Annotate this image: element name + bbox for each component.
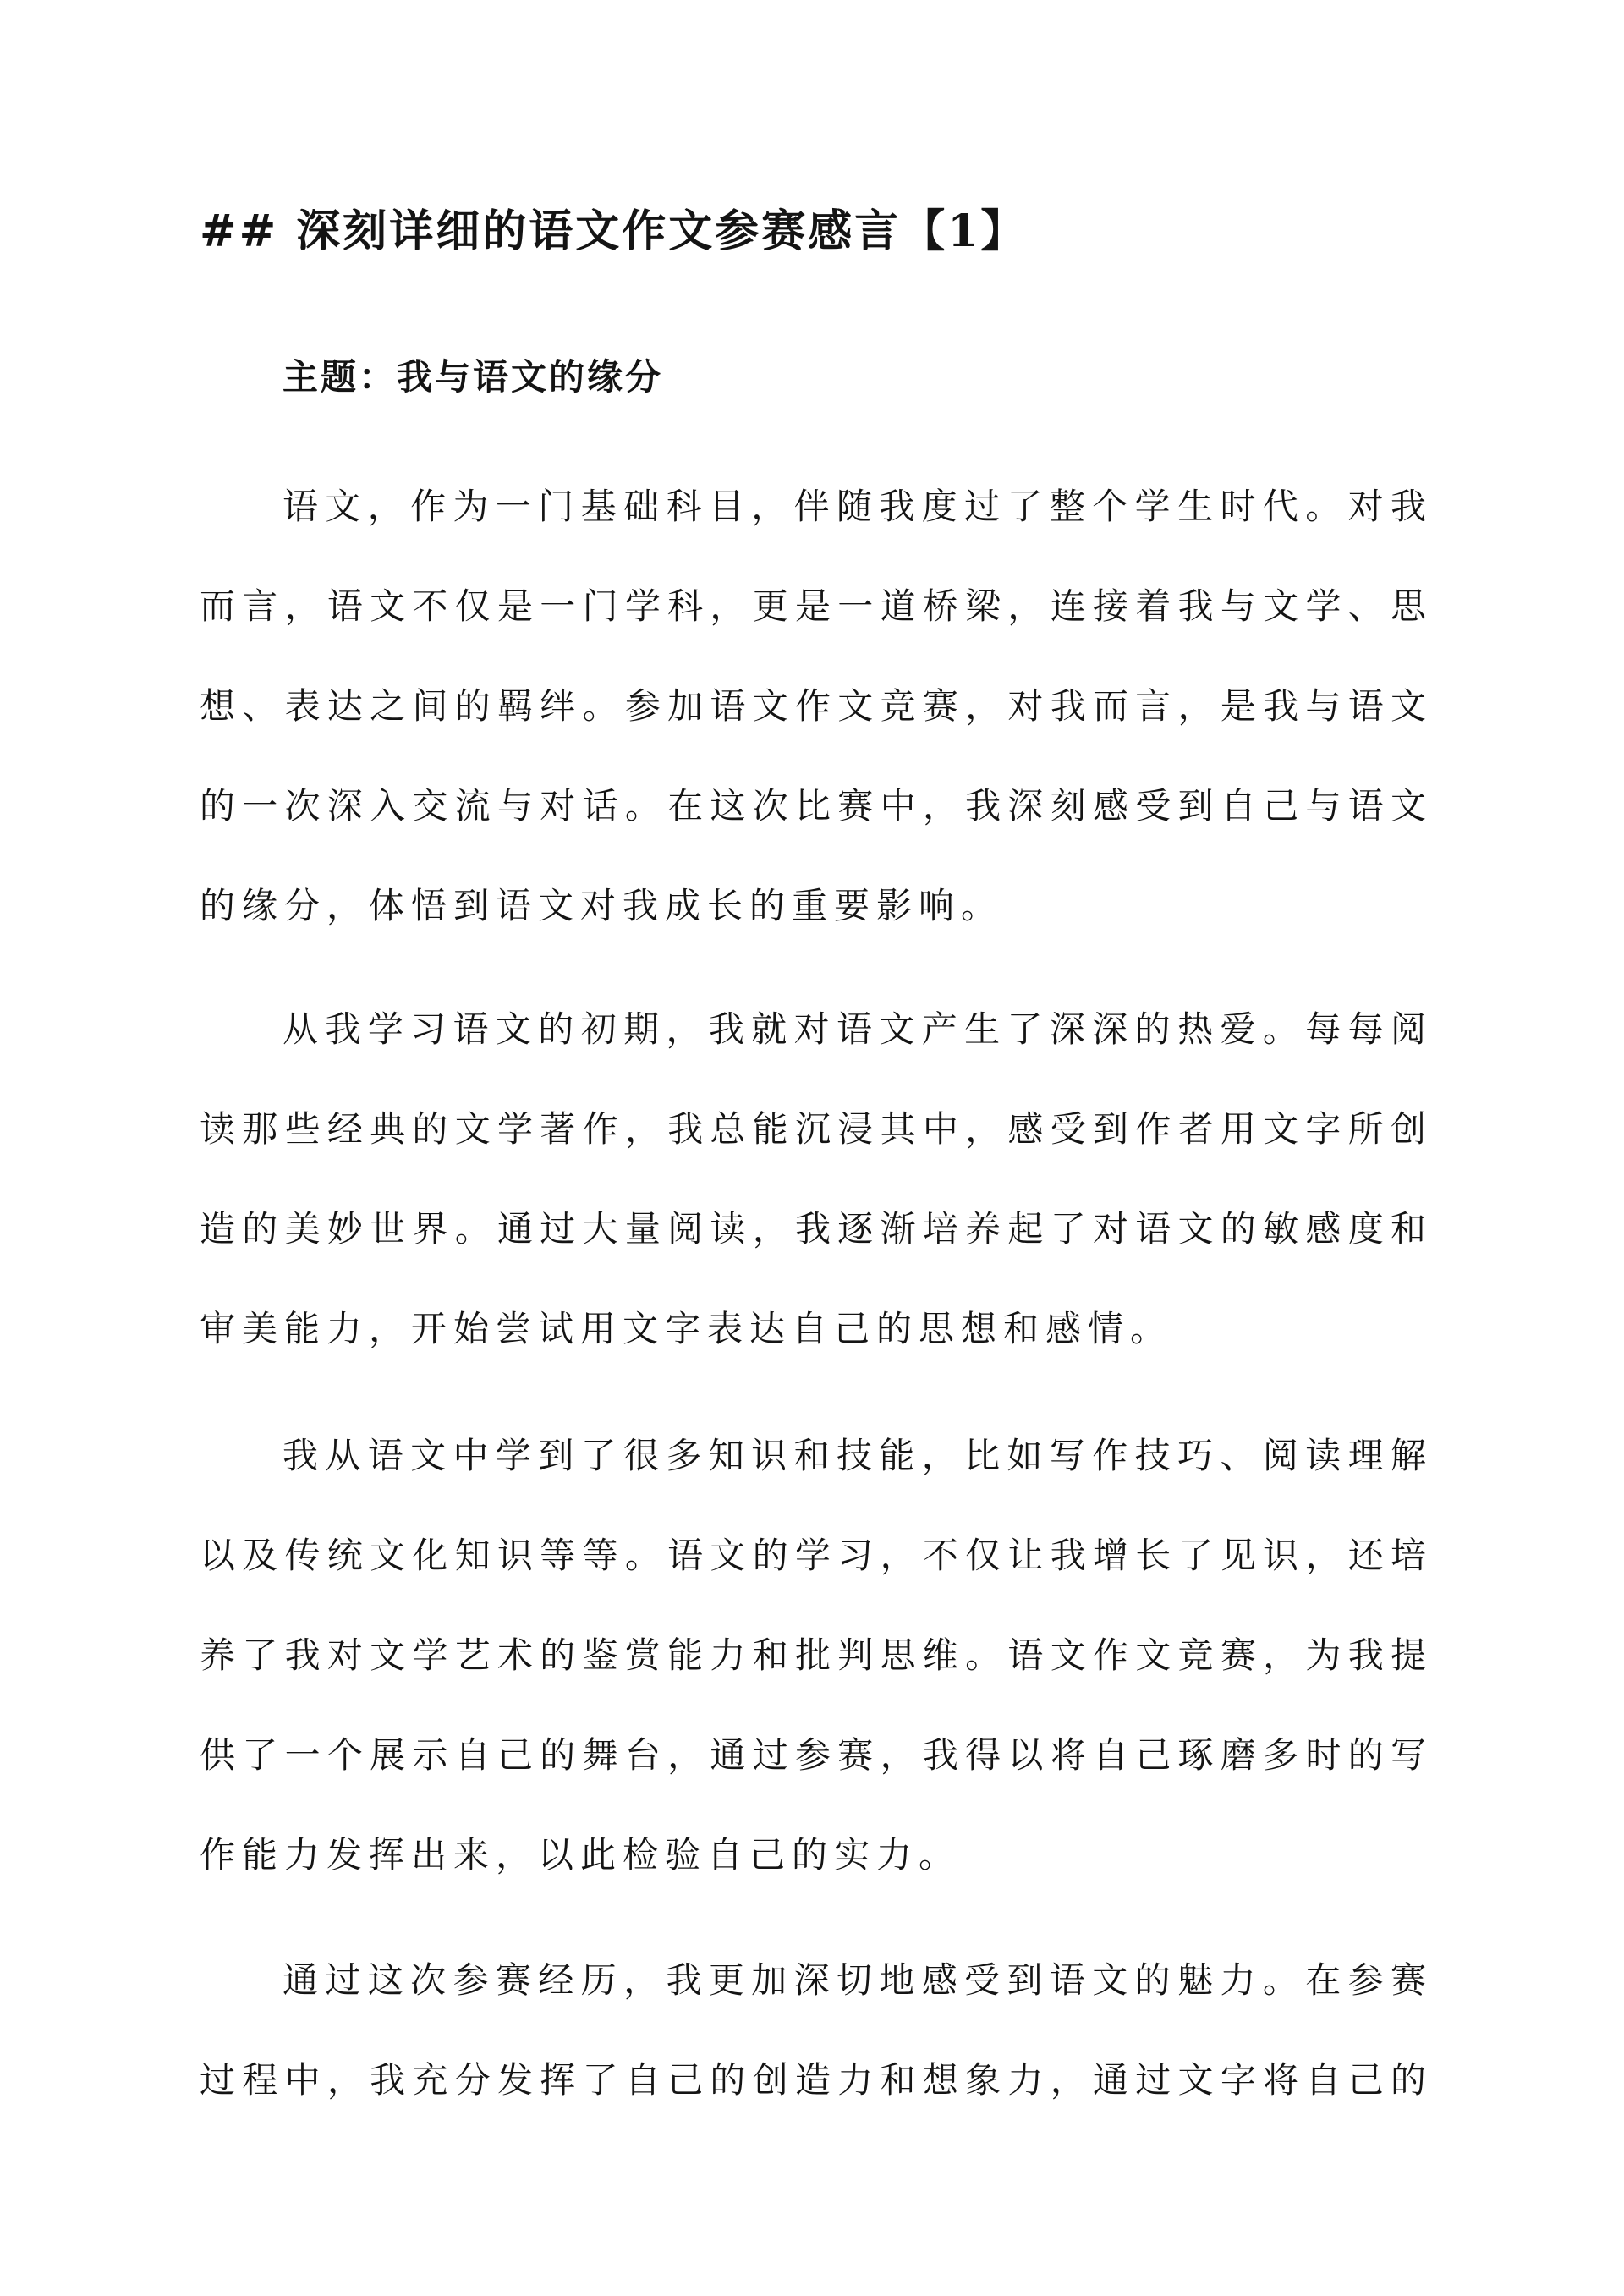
paragraph-2 bbox=[200, 980, 1426, 1379]
paragraph-3 bbox=[200, 1406, 1426, 1905]
paragraph-line: 的一次深入交流与对话。在这次比赛中，我深刻感受到自己与语文 bbox=[200, 785, 1426, 827]
paragraph-line: 而言，语文不仅是一门学科，更是一道桥梁，连接着我与文学、思 bbox=[200, 585, 1426, 627]
paragraph-line: 我从语文中学到了很多知识和技能，比如写作技巧、阅读理解 bbox=[283, 1435, 1426, 1476]
paragraph-line: 造的美妙世界。通过大量阅读，我逐渐培养起了对语文的敏感度和 bbox=[200, 1208, 1426, 1250]
paragraph-line: 供了一个展示自己的舞台，通过参赛，我得以将自己琢磨多时的写 bbox=[200, 1734, 1426, 1776]
paragraph-line: 过程中，我充分发挥了自己的创造力和想象力，通过文字将自己的 bbox=[200, 2059, 1426, 2101]
paragraph-line: 读那些经典的文学著作，我总能沉浸其中，感受到作者用文字所创 bbox=[200, 1108, 1426, 1150]
paragraph-line: 的缘分，体悟到语文对我成长的重要影响。 bbox=[200, 885, 1004, 926]
paragraph-line: 通过这次参赛经历，我更加深切地感受到语文的魅力。在参赛 bbox=[283, 1959, 1426, 2001]
paragraph-line: 语文，作为一门基础科目，伴随我度过了整个学生时代。对我 bbox=[283, 486, 1426, 527]
paragraph-1 bbox=[200, 457, 1426, 956]
paragraph-line: 想、表达之间的羁绊。参加语文作文竞赛，对我而言，是我与语文 bbox=[200, 685, 1426, 727]
paragraph-line: 养了我对文学艺术的鉴赏能力和批判思维。语文作文竞赛，为我提 bbox=[200, 1634, 1426, 1676]
paragraph-line: 审美能力，开始尝试用文字表达自己的思想和感情。 bbox=[200, 1308, 1173, 1349]
paragraph-line: 从我学习语文的初期，我就对语文产生了深深的热爱。每每阅 bbox=[283, 1008, 1426, 1050]
document-subtitle: 主题：我与语文的缘分 bbox=[283, 356, 664, 398]
paragraph-4 bbox=[200, 1931, 1426, 2130]
paragraph-line: 以及传统文化知识等等。语文的学习，不仅让我增长了见识，还培 bbox=[200, 1535, 1426, 1576]
document-title: ## 深刻详细的语文作文参赛感言【1】 bbox=[200, 206, 1028, 257]
paragraph-line: 作能力发挥出来，以此检验自己的实力。 bbox=[200, 1834, 962, 1876]
